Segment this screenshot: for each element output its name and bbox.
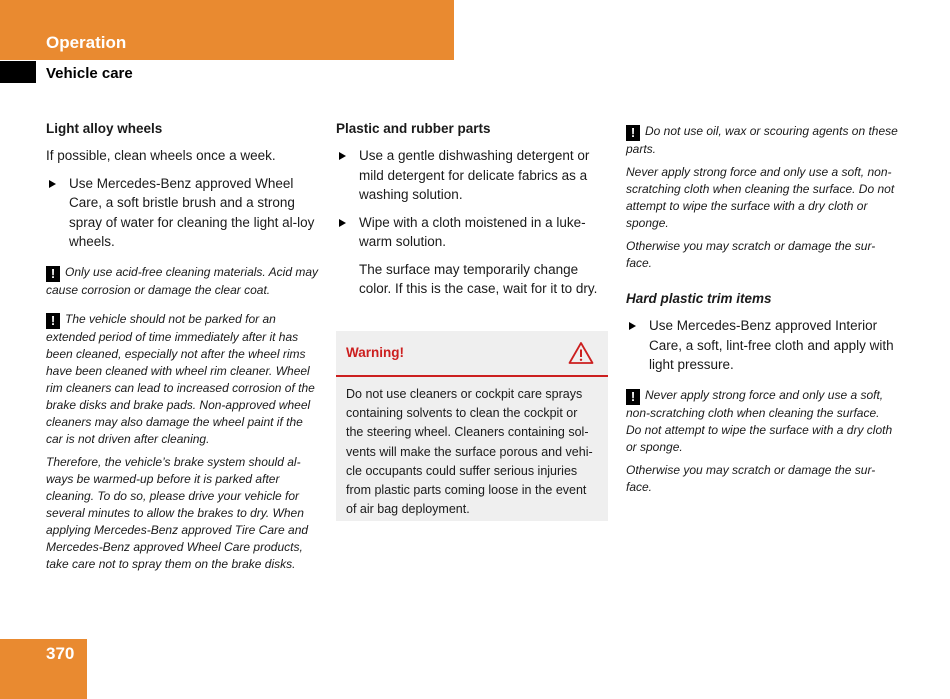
section-title: Vehicle care bbox=[46, 65, 133, 82]
chapter-title: Operation bbox=[46, 33, 127, 52]
list-item bbox=[336, 146, 608, 205]
exclamation-icon: ! bbox=[46, 313, 60, 329]
heading-plastic-rubber-parts: Plastic and rubber parts bbox=[336, 121, 491, 136]
heading-hard-plastic-trim: Hard plastic trim items bbox=[626, 291, 772, 306]
list-item bbox=[626, 316, 898, 375]
note-text: Otherwise you may scratch or damage the sur-face. bbox=[626, 462, 876, 494]
bullet-text: Wipe with a cloth moistened in a luke-warm solution. bbox=[359, 214, 586, 249]
warning-label: Warning! bbox=[346, 345, 404, 360]
warning-header bbox=[336, 331, 608, 377]
note-text: Never apply strong force and only use a soft, non-scratching cloth when cleaning the surface. Do not attempt to wipe the surface with a dry cloth or sponge. bbox=[626, 165, 895, 230]
bullet-text: Use Mercedes-Benz approved Wheel Care, a soft bristle brush and a strong spray of water for cleaning the light al-loy wheels. bbox=[69, 175, 315, 249]
note-text: Otherwise you may scratch or damage the sur-face. bbox=[626, 239, 876, 270]
result-text: The surface may temporarily change color. If this is the case, wait for it to dry. bbox=[359, 261, 598, 296]
exclamation-icon: ! bbox=[626, 389, 640, 405]
triangle-bullet-icon bbox=[629, 322, 636, 330]
list-item bbox=[46, 174, 318, 252]
note bbox=[626, 123, 898, 158]
warning-text: Do not use cleaners or cockpit care sprays containing solvents to clean the cockpit or the steering wheel. Cleaners containing sol-vents will make the surface porous and vehi-cle occupants could suffer serious injuries from plastic parts coming loose in the event of air bag deployment. bbox=[346, 387, 593, 517]
warning-box bbox=[336, 331, 608, 521]
intro-text: If possible, clean wheels once a week. bbox=[46, 148, 276, 163]
note-text: Do not use oil, wax or scouring agents on these parts. bbox=[626, 124, 898, 156]
exclamation-icon: ! bbox=[626, 125, 640, 141]
note-text: The vehicle should not be parked for an extended period of time immediately after it has been cleaned, especially not after the wheel rims have been cleaned with wheel rim cleaner. Wheel rim cleaners can lead to increased corrosion of the brake disks and brake pads. Non-approved wheel cleaners may also damage the wheel paint if the car is not driven after cleaning. bbox=[46, 311, 315, 446]
column-left bbox=[46, 120, 318, 579]
warning-triangle-icon bbox=[568, 341, 594, 365]
triangle-bullet-icon bbox=[339, 219, 346, 227]
list-item bbox=[336, 213, 608, 252]
note-text: Never apply strong force and only use a soft, non-scratching cloth when cleaning the surface. Do not attempt to wipe the surface with a dry cloth or sponge. bbox=[626, 387, 893, 454]
bullet-text: Use a gentle dishwashing detergent or mild detergent for delicate fabrics as a washing solution. bbox=[359, 148, 590, 202]
note-text: Only use acid-free cleaning materials. Acid may cause corrosion or damage the clear coat. bbox=[46, 264, 318, 297]
note bbox=[46, 311, 318, 448]
section-marker bbox=[0, 61, 36, 83]
triangle-bullet-icon bbox=[49, 180, 56, 188]
note-text: Therefore, the vehicle’s brake system should al-ways be warmed-up before it is parked after cleaning. To do so, please drive your vehicle for several minutes to allow the brakes to dry. When applying Mercedes-Benz approved Tire Care and Mercedes-Benz approved Wheel Care products, take care not to spray them on the brake disks. bbox=[46, 454, 309, 571]
triangle-bullet-icon bbox=[339, 152, 346, 160]
note bbox=[626, 387, 898, 456]
column-middle bbox=[336, 120, 608, 307]
column-right bbox=[626, 120, 898, 502]
heading-light-alloy-wheels: Light alloy wheels bbox=[46, 121, 163, 136]
bullet-text: Use Mercedes-Benz approved Interior Care, a soft, lint-free cloth and apply with light pressure. bbox=[649, 318, 894, 372]
page-number: 370 bbox=[46, 644, 75, 663]
exclamation-icon: ! bbox=[46, 266, 60, 282]
note bbox=[46, 264, 318, 299]
